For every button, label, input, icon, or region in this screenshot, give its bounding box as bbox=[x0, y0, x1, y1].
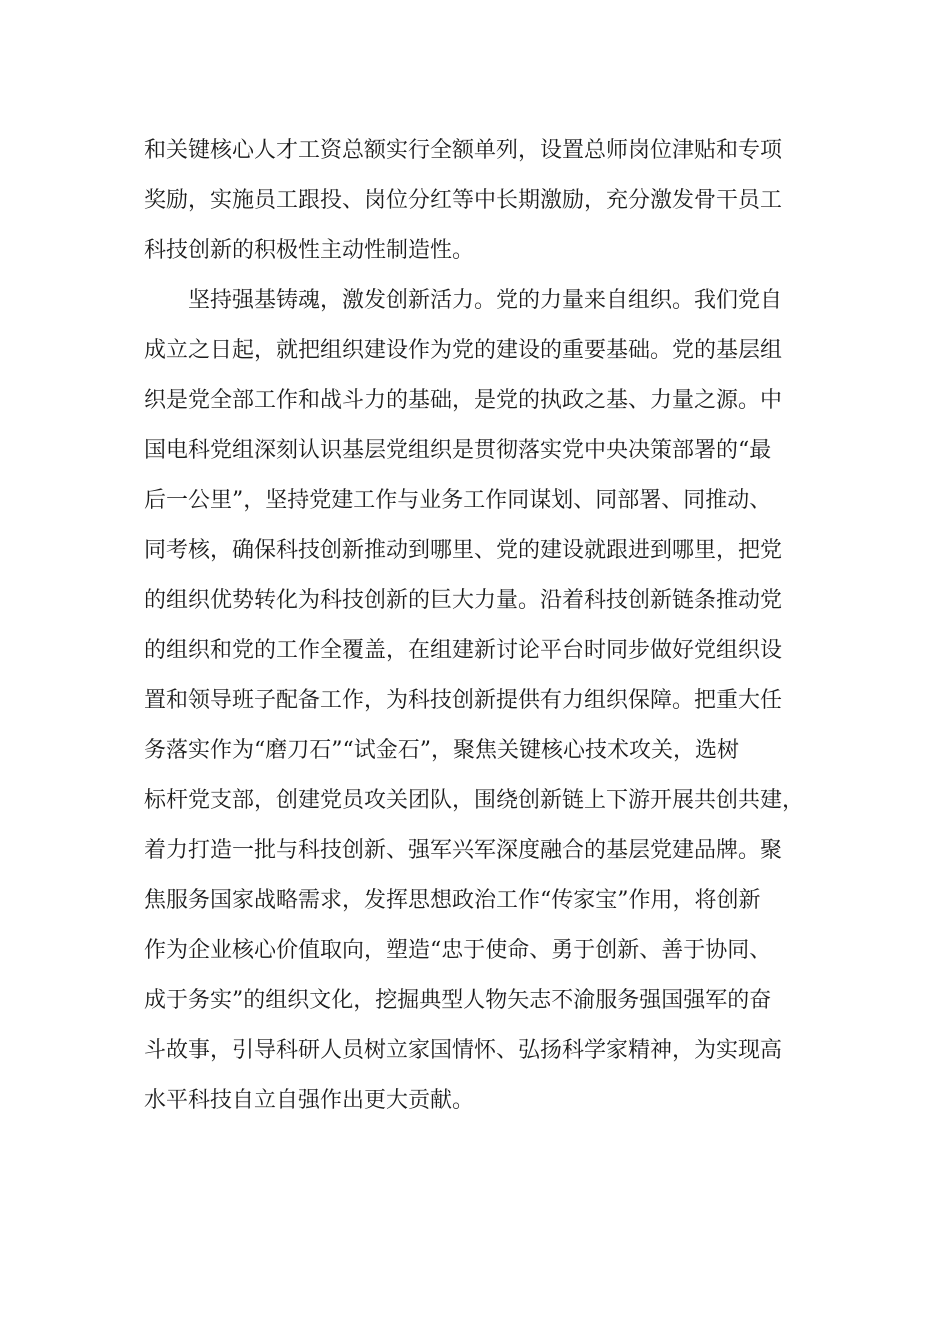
body-text bbox=[144, 126, 834, 1126]
text-line: 坚持强基铸魂，激发创新活力。党的力量来自组织。我们党自 bbox=[144, 288, 783, 313]
text-line: 焦服务国家战略需求，发挥思想政治工作“传家宝”作用，将创新 bbox=[144, 888, 761, 913]
text-line: 的组织和党的工作全覆盖，在组建新讨论平台时同步做好党组织设 bbox=[144, 638, 783, 663]
text-line: 后一公里”，坚持党建工作与业务工作同谋划、同部署、同推动、 bbox=[144, 488, 772, 513]
text-line: 标杆党支部，创建党员攻关团队，围绕创新链上下游开展共创共建， bbox=[144, 788, 805, 813]
text-line: 作为企业核心价值取向，塑造“忠于使命、勇于创新、善于协同、 bbox=[144, 938, 772, 963]
text-line: 国电科党组深刻认识基层党组织是贯彻落实党中央决策部署的“最 bbox=[144, 438, 772, 463]
text-line: 水平科技自立自强作出更大贡献。 bbox=[144, 1088, 475, 1113]
text-line: 的组织优势转化为科技创新的巨大力量。沿着科技创新链条推动党 bbox=[144, 588, 783, 613]
text-line: 务落实作为“磨刀石”“试金石”，聚焦关键核心技术攻关，选树 bbox=[144, 738, 739, 763]
text-line: 置和领导班子配备工作，为科技创新提供有力组织保障。把重大任 bbox=[144, 688, 783, 713]
text-line: 成于务实”的组织文化，挖掘典型人物矢志不渝服务强国强军的奋 bbox=[144, 988, 772, 1013]
text-line: 着力打造一批与科技创新、强军兴军深度融合的基层党建品牌。聚 bbox=[144, 838, 783, 863]
text-line: 织是党全部工作和战斗力的基础，是党的执政之基、力量之源。中 bbox=[144, 388, 783, 413]
text-line: 斗故事，引导科研人员树立家国情怀、弘扬科学家精神，为实现高 bbox=[144, 1038, 783, 1063]
text-line: 同考核，确保科技创新推动到哪里、党的建设就跟进到哪里，把党 bbox=[144, 538, 783, 563]
text-line: 成立之日起，就把组织建设作为党的建设的重要基础。党的基层组 bbox=[144, 338, 783, 363]
text-line: 奖励，实施员工跟投、岗位分红等中长期激励，充分激发骨干员工 bbox=[144, 188, 783, 213]
text-line: 和关键核心人才工资总额实行全额单列，设置总师岗位津贴和专项 bbox=[144, 138, 783, 163]
text-line: 科技创新的积极性主动性制造性。 bbox=[144, 238, 475, 263]
